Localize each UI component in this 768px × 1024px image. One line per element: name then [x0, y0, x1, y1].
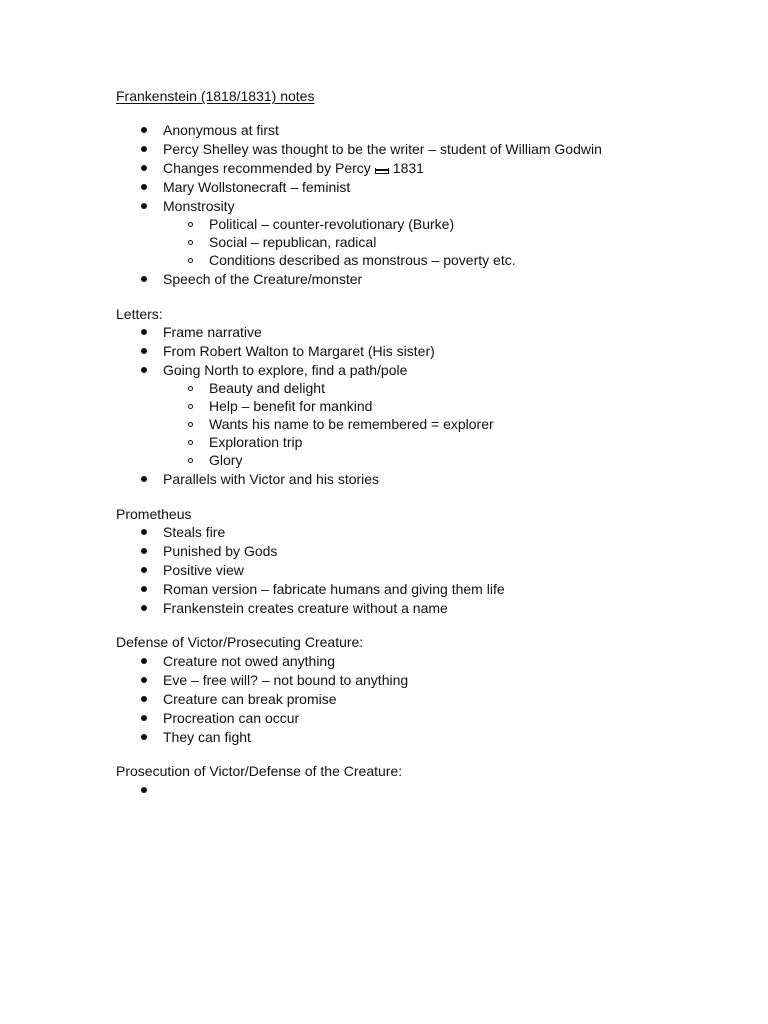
- list-item: Creature not owed anything: [163, 653, 335, 669]
- list-item-text: Changes recommended by Percy: [163, 160, 371, 176]
- bullet-icon: [141, 329, 147, 335]
- sub-bullet-icon: [188, 422, 193, 427]
- sub-bullet-icon: [188, 222, 193, 227]
- sub-list-item: Political – counter-revolutionary (Burke): [209, 216, 455, 232]
- list-item: Monstrosity: [163, 198, 235, 214]
- list-item: From Robert Walton to Margaret (His sister): [163, 343, 435, 359]
- bullet-icon: [141, 715, 147, 721]
- section-heading-letters: Letters:: [116, 306, 163, 322]
- sub-bullet-icon: [188, 440, 193, 445]
- bullet-icon: [141, 696, 147, 702]
- sub-list-item: Glory: [209, 452, 243, 468]
- bullet-icon: [141, 677, 147, 683]
- section-heading-defense: Defense of Victor/Prosecuting Creature:: [116, 634, 364, 650]
- bullet-icon: [141, 567, 147, 573]
- sub-bullet-icon: [188, 258, 193, 263]
- list-item: Anonymous at first: [163, 122, 279, 138]
- bullet-icon: [141, 367, 147, 373]
- list-item: Going North to explore, find a path/pole: [163, 362, 408, 378]
- list-item: Procreation can occur: [163, 710, 300, 726]
- bullet-icon: [141, 529, 147, 535]
- bullet-icon: [141, 548, 147, 554]
- bullet-icon: [141, 787, 147, 793]
- bullet-icon: [141, 276, 147, 282]
- bullet-icon: [141, 476, 147, 482]
- bullet-icon: [141, 658, 147, 664]
- list-item: Steals fire: [163, 524, 226, 540]
- bullet-icon: [141, 586, 147, 592]
- section-heading-prometheus: Prometheus: [116, 506, 192, 522]
- list-item: Frankenstein creates creature without a name: [163, 600, 448, 616]
- list-item: Parallels with Victor and his stories: [163, 471, 380, 487]
- sub-list-item: Conditions described as monstrous – poverty etc.: [209, 252, 516, 268]
- list-item: Speech of the Creature/monster: [163, 271, 363, 287]
- sub-bullet-icon: [188, 458, 193, 463]
- arrow-symbol-icon: [375, 168, 389, 174]
- sub-list-item: Exploration trip: [209, 434, 303, 450]
- list-item: Punished by Gods: [163, 543, 278, 559]
- list-item: Frame narrative: [163, 324, 262, 340]
- list-item: They can fight: [163, 729, 251, 745]
- list-item: Creature can break promise: [163, 691, 337, 707]
- sub-list-item: Social – republican, radical: [209, 234, 377, 250]
- list-item: Roman version – fabricate humans and giving them life: [163, 581, 505, 597]
- bullet-icon: [141, 348, 147, 354]
- sub-bullet-icon: [188, 404, 193, 409]
- list-item: [163, 159, 424, 177]
- sub-bullet-icon: [188, 386, 193, 391]
- bullet-icon: [141, 605, 147, 611]
- list-item: Eve – free will? – not bound to anything: [163, 672, 409, 688]
- sub-bullet-icon: [188, 240, 193, 245]
- percy-year: 1831: [392, 160, 424, 176]
- list-item: Positive view: [163, 562, 244, 578]
- sub-list-item: Beauty and delight: [209, 380, 325, 396]
- list-item: Percy Shelley was thought to be the writer – student of William Godwin: [163, 141, 602, 157]
- doc-title: Frankenstein (1818/1831) notes: [116, 88, 315, 104]
- bullet-icon: [141, 734, 147, 740]
- bullet-icon: [141, 127, 147, 133]
- sub-list-item: Wants his name to be remembered = explorer: [209, 416, 494, 432]
- sub-list-item: Help – benefit for mankind: [209, 398, 373, 414]
- bullet-icon: [141, 165, 147, 171]
- bullet-icon: [141, 146, 147, 152]
- bullet-icon: [141, 203, 147, 209]
- list-item: Mary Wollstonecraft – feminist: [163, 179, 351, 195]
- section-heading-prosecution: Prosecution of Victor/Defense of the Creature:: [116, 763, 403, 779]
- bullet-icon: [141, 184, 147, 190]
